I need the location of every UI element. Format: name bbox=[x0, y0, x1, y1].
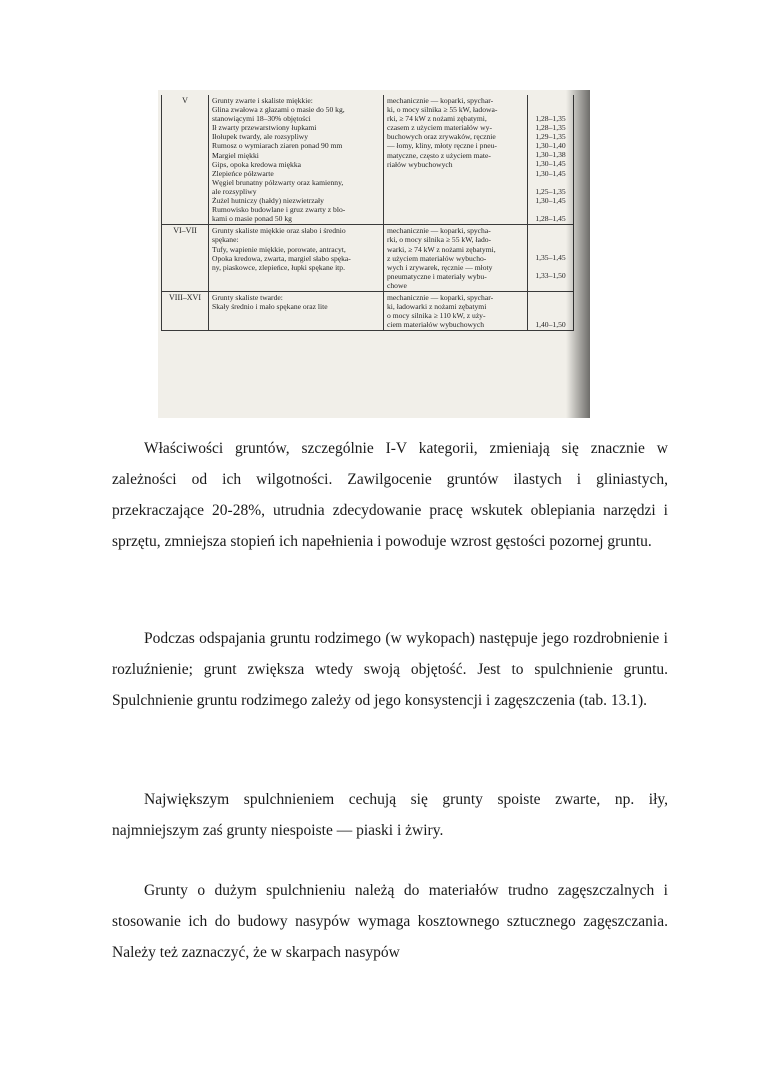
factor-value: 1,30–1,45 bbox=[535, 159, 566, 169]
method-line: matyczne, często z użyciem mate- bbox=[387, 150, 491, 160]
soil-types-cell bbox=[209, 291, 384, 330]
factor-value: 1,30–1,45 bbox=[535, 195, 566, 205]
category-cell: VI–VII bbox=[162, 225, 209, 292]
excavation-method-cell bbox=[384, 291, 528, 330]
factor-value: 1,29–1,35 bbox=[535, 132, 566, 142]
method-line: mechanicznie — koparki, spycha- bbox=[387, 226, 491, 236]
method-line: z użyciem materiałów wybucho- bbox=[387, 253, 487, 263]
soil-line: Glina zwałowa z głazami o masie do 50 kg, bbox=[212, 105, 345, 115]
paragraph-text: Największym spulchnieniem cechują się grunty spoiste zwarte, np. iły, najmniejszym zaś grunty niespoiste — piaski i żwiry. bbox=[112, 791, 668, 839]
factor-value: 1,33–1,50 bbox=[535, 271, 566, 281]
method-line: o mocy silnika ≥ 110 kW, z uży- bbox=[387, 311, 486, 321]
soil-line: ale rozsypliwy bbox=[212, 186, 257, 196]
soil-line: Węgiel brunatny półzwarty oraz kamienny, bbox=[212, 177, 344, 187]
method-line: mechanicznie — koparki, spychar- bbox=[387, 96, 494, 105]
soil-line: Grunty skaliste twarde: bbox=[212, 292, 283, 302]
method-line: riałów wybuchowych bbox=[387, 159, 453, 169]
paragraph-text: Właściwości gruntów, szczególnie I-V kategorii, zmieniają się znacznie w zależności od ich wilgotności. Zawilgocenie gruntów ilastych i gliniastych, przekraczające 20-28%, utrudnia zdecydowanie pracę wskutek oblepiania narzędzi i sprzętu, zmniejsza stopień ich napełnienia i powoduje wzrost gęstości pozornej gruntu. bbox=[112, 440, 668, 550]
soil-types-cell bbox=[209, 225, 384, 292]
soil-line: Margiel miękki bbox=[212, 150, 259, 160]
soil-line: Rumosz o wymiarach ziaren ponad 90 mm bbox=[212, 141, 343, 151]
soil-line: Skały średnio i mało spękane oraz lite bbox=[212, 302, 328, 312]
factor-value: 1,40–1,50 bbox=[535, 319, 566, 329]
method-line: rki, o mocy silnika ≥ 55 kW, łado- bbox=[387, 235, 492, 245]
soil-line: Zlepieńce półzwarte bbox=[212, 168, 274, 178]
method-line: ciem materiałów wybuchowych bbox=[387, 320, 484, 330]
factor-value: 1,35–1,45 bbox=[535, 253, 566, 263]
body-paragraph bbox=[112, 875, 668, 968]
excavation-method-cell bbox=[384, 225, 528, 292]
factor-value: 1,30–1,38 bbox=[535, 150, 566, 160]
method-line: buchowych oraz zrywaków, ręcznie bbox=[387, 132, 496, 142]
factor-value: 1,28–1,45 bbox=[535, 213, 566, 223]
method-line: warki, ≥ 74 kW z nożami zębatymi, bbox=[387, 244, 496, 254]
soil-line: Iłołupek twardy, ale rozsypliwy bbox=[212, 132, 309, 142]
factor-value: 1,25–1,35 bbox=[535, 186, 566, 196]
soil-line: kami o masie ponad 50 kg bbox=[212, 214, 292, 224]
scan-edge-shadow bbox=[566, 90, 590, 418]
paragraph-text: Grunty o dużym spulchnieniu należą do materiałów trudno zagęszczalnych i stosowanie ich do budowy nasypów wymaga kosztownego sztucznego zagęszczania. Należy też zaznaczyć, że w skarpach nasypów bbox=[112, 882, 668, 961]
soil-types-cell bbox=[209, 95, 384, 225]
factor-value: 1,28–1,35 bbox=[535, 114, 566, 123]
method-line: czasem z użyciem materiałów wy- bbox=[387, 123, 492, 133]
soil-line: ny, piaskowce, zlepieńce, łupki spękane itp. bbox=[212, 262, 345, 272]
method-line: — łomy, kliny, młoty ręczne i pneu- bbox=[387, 141, 497, 151]
category-cell: V bbox=[162, 95, 209, 225]
soil-line: Żużel hutniczy (hałdy) niezwietrzały bbox=[212, 196, 324, 206]
method-line: pneumatyczne i materiały wybu- bbox=[387, 271, 487, 281]
factor-value: 1,28–1,35 bbox=[535, 123, 566, 133]
table-row bbox=[162, 225, 574, 292]
body-paragraph bbox=[112, 433, 668, 557]
soil-line: Opoka kredowa, zwarta, margiel słabo spęka- bbox=[212, 253, 351, 263]
scanned-table-image bbox=[158, 90, 590, 418]
method-line: ki, o mocy silnika ≥ 55 kW, ładowa- bbox=[387, 105, 498, 115]
table-row bbox=[162, 95, 574, 225]
table-row bbox=[162, 291, 574, 330]
body-paragraph bbox=[112, 784, 668, 846]
soil-line: Grunty zwarte i skaliste miękkie: bbox=[212, 96, 313, 105]
paragraph-text: Podczas odspajania gruntu rodzimego (w wykopach) następuje jego rozdrobnienie i rozluźnienie; grunt zwiększa wtedy swoją objętość. Jest to spulchnienie gruntu. Spulchnienie gruntu rodzimego zależy od jego konsystencji i zagęszczenia (tab. 13.1). bbox=[112, 630, 668, 709]
soil-line: Gips, opoka kredowa miękka bbox=[212, 159, 301, 169]
factor-value: 1,30–1,45 bbox=[535, 168, 566, 178]
soil-line: Rumowisko budowlane i gruz zwarty z blo- bbox=[212, 205, 346, 215]
category-cell: VIII–XVI bbox=[162, 291, 209, 330]
method-line: chowe bbox=[387, 280, 407, 290]
body-paragraph bbox=[112, 623, 668, 716]
soil-category-table bbox=[161, 95, 574, 331]
method-line: mechanicznie — koparki, spychar- bbox=[387, 292, 494, 302]
excavation-method-cell bbox=[384, 95, 528, 225]
soil-line: Grunty skaliste miękkie oraz słabo i średnio bbox=[212, 226, 346, 236]
soil-line: stanowiącymi 18–30% objętości bbox=[212, 114, 311, 124]
soil-line: Tufy, wapienie miękkie, porowate, antracyt, bbox=[212, 244, 346, 254]
method-line: ki, ładowarki z nożami zębatymi bbox=[387, 302, 487, 312]
method-line: rki, ≥ 74 kW z nożami zębatymi, bbox=[387, 114, 487, 124]
soil-line: spękane: bbox=[212, 235, 239, 245]
soil-line: Ił zwarty przewarstwiony łupkami bbox=[212, 123, 317, 133]
factor-value: 1,30–1,40 bbox=[535, 141, 566, 151]
method-line: wych i zrywarek, ręcznie — młoty bbox=[387, 262, 493, 272]
